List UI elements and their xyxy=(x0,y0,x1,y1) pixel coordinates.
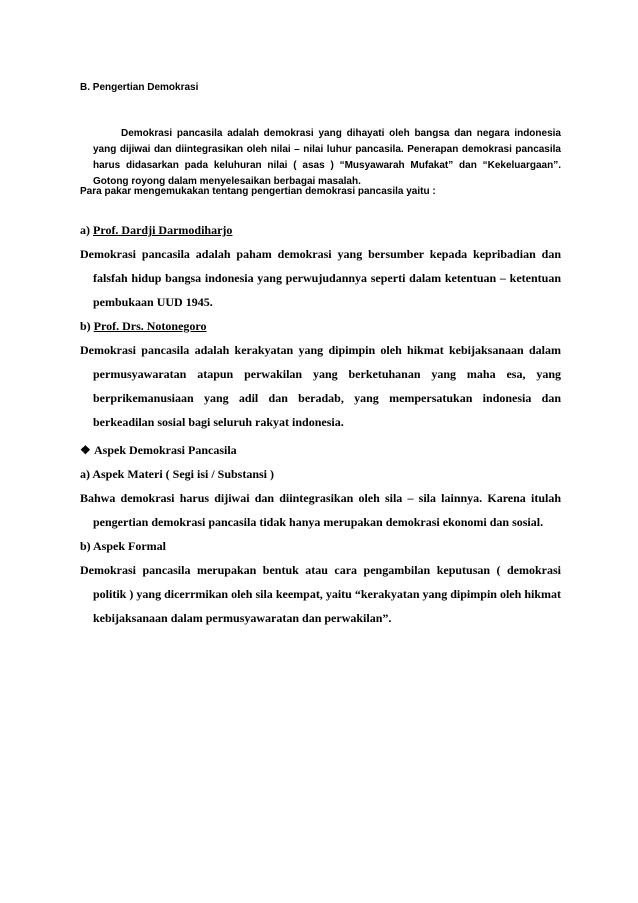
aspek-subheading: a) Aspek Materi ( Segi isi / Substansi ) xyxy=(80,467,275,481)
aspek-title-text: Aspek Demokrasi Pancasila xyxy=(94,443,237,457)
aspek-paragraph: Demokrasi pancasila merupakan bentuk atau cara pengambilan keputusan ( demokrasi politik ) yang dicerrmikan oleh sila keempat, yaitu “kerakyatan yang dipimpin oleh hikmat kebijaksanaan dalam permusyawaratan dan perwakilan”. xyxy=(80,563,561,625)
diamond-bullet-icon: ❖ xyxy=(80,443,91,457)
aspek-section xyxy=(80,438,561,630)
expert-name: Prof. Drs. Notonegoro xyxy=(93,319,207,333)
expert-definition: Demokrasi pancasila adalah kerakyatan yang dipimpin oleh hikmat kebijaksanaan dalam permusyawaratan atapun perwakilan yang berketuhanan yang maha esa, yang berprikemanusiaan yang adil dan beradab, yang mempersatukan indonesia dan berkeadilan sosial bagi seluruh rakyat indonesia. xyxy=(80,343,561,429)
expert-heading xyxy=(80,218,561,242)
expert-definition: Demokrasi pancasila adalah paham demokrasi yang bersumber kepada kepribadian dan falsfah hidup bangsa indonesia yang perwujudannya seperti dalam ketentuan – ketentuan pembukaan UUD 1945. xyxy=(80,247,561,309)
experts-lead-text: Para pakar mengemukakan tentang pengertian demokrasi pancasila yaitu : xyxy=(80,186,436,197)
section-heading: B. Pengertian Demokrasi xyxy=(80,82,199,93)
aspek-paragraph: Bahwa demokrasi harus dijiwai dan diintegrasikan oleh sila – sila lainnya. Karena itulah pengertian demokrasi pancasila tidak hanya merupakan demokrasi ekonomi dan sosial. xyxy=(80,491,561,529)
expert-heading xyxy=(80,314,561,338)
expert-marker: b) xyxy=(80,319,94,333)
expert-marker: a) xyxy=(80,223,93,237)
expert-definitions xyxy=(80,218,561,434)
aspek-subheading: b) Aspek Formal xyxy=(80,539,167,553)
intro-paragraph: Demokrasi pancasila adalah demokrasi yang dihayati oleh bangsa dan negara indonesia yang dijiwai dan diintegrasikan oleh nilai – nilai luhur pancasila. Penerapan demokrasi pancasila harus didasarkan pada keluhuran nilai ( asas ) “Musyawarah Mufakat” dan “Kekeluargaan”. Gotong royong dalam menyelesaikan berbagai masalah. xyxy=(93,128,561,187)
expert-name: Prof. Dardji Darmodiharjo xyxy=(93,223,233,237)
aspek-title xyxy=(80,438,561,462)
